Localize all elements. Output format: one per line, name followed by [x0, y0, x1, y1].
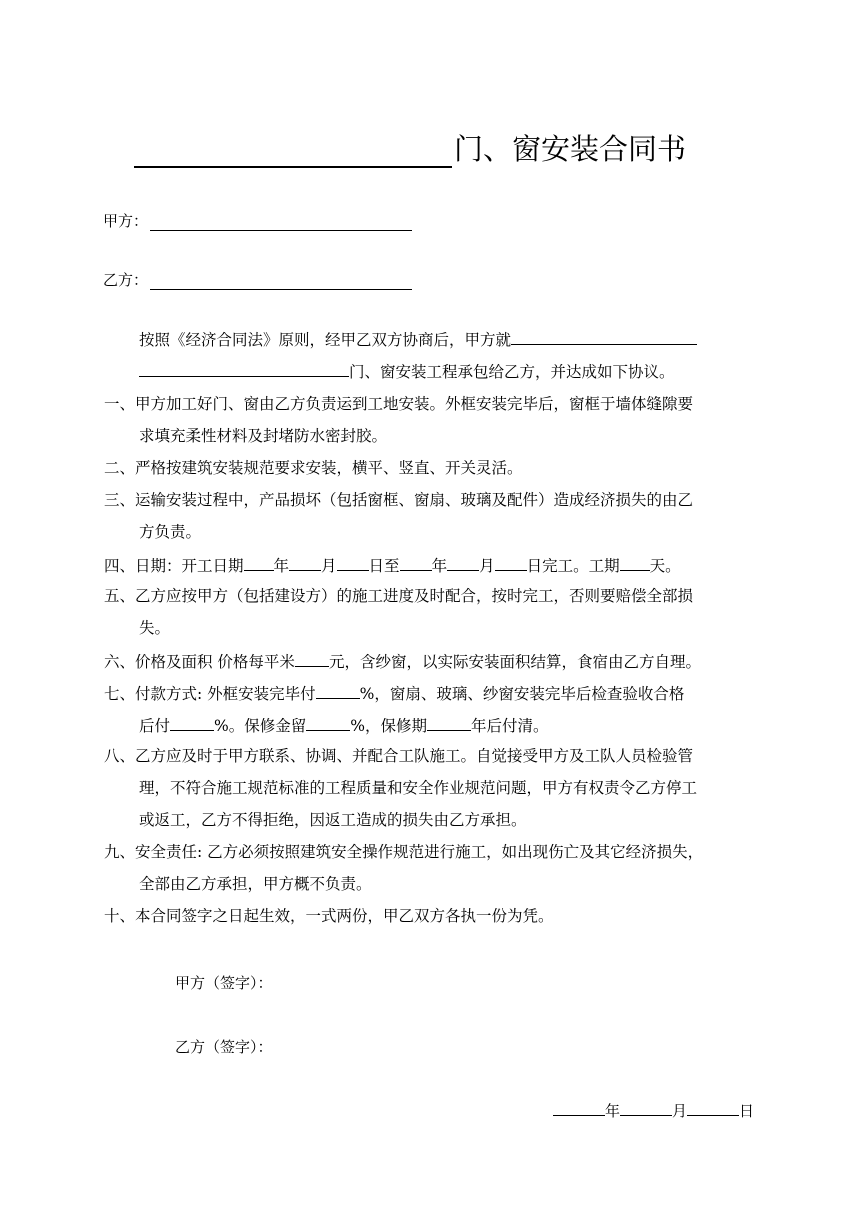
intro-line-1 [139, 327, 697, 351]
clause-7-b-suffix: 年后付清。 [470, 717, 549, 735]
date-year-label: 年 [605, 1102, 621, 1120]
party-b-signature-label: 乙方（签字）： [175, 1038, 273, 1056]
party-b-label: 乙方： [103, 271, 149, 289]
clause-9-line-1: 九、安全责任: 乙方必须按照建筑安全操作规范进行施工，如出现伤亡及其它经济损失， [104, 843, 704, 861]
clause-4-year: 年 [273, 557, 290, 575]
sign-year-blank[interactable] [553, 1098, 605, 1116]
clause-8-line-2: 理，不符合施工规范标准的工程质量和安全作业规范问题，甲方有权责令乙方停工 [139, 779, 698, 797]
clause-3-line-1: 三、运输安装过程中，产品损坏（包括窗框、窗扇、玻璃及配件）造成经济损失的由乙 [104, 491, 694, 509]
clause-5-line-1: 五、乙方应按甲方（包括建设方）的施工进度及时配合，按时完工，否则要赔偿全部损 [104, 587, 694, 605]
first-payment-blank[interactable] [316, 681, 360, 699]
party-a-line [103, 210, 412, 231]
clause-6 [104, 649, 701, 673]
second-payment-blank[interactable] [170, 713, 214, 731]
warranty-period-blank[interactable] [427, 713, 471, 731]
party-a-signature-label: 甲方（签字）： [175, 974, 273, 992]
end-year-blank[interactable] [400, 553, 432, 571]
clause-4-month2: 月 [479, 557, 495, 575]
clause-4-days: 天。 [649, 557, 681, 575]
intro-line-2 [139, 359, 675, 383]
date-month-label: 月 [672, 1102, 688, 1120]
clause-1-line-2: 求填充柔性材料及封堵防水密封胶。 [139, 427, 388, 445]
clause-6-prefix: 六、价格及面积 价格每平米 [104, 653, 295, 671]
clause-10: 十、本合同签字之日起生效，一式两份，甲乙双方各执一份为凭。 [104, 907, 554, 925]
start-year-blank[interactable] [244, 553, 274, 571]
sign-month-blank[interactable] [620, 1098, 672, 1116]
clause-1-line-1: 一、甲方加工好门、窗由乙方负责运到工地安装。外框安装完毕后，窗框于墙体缝隙要 [104, 395, 694, 413]
clause-7-mid: %，窗扇、玻璃、纱窗安装完毕后检查验收合格 [359, 685, 685, 703]
clause-9-line-2: 全部由乙方承担，甲方概不负责。 [139, 875, 372, 893]
clause-7-b-pct: %。保修金留 [214, 717, 307, 735]
signing-date [553, 1098, 754, 1121]
start-month-blank[interactable] [289, 553, 321, 571]
clause-5-line-2: 失。 [139, 619, 171, 637]
clause-7-b-prefix: 后付 [139, 717, 171, 735]
sign-day-blank[interactable] [687, 1098, 739, 1116]
price-blank[interactable] [295, 649, 329, 667]
party-a-label: 甲方： [103, 212, 149, 230]
clause-8-line-1: 八、乙方应及时于甲方联系、协调、并配合工队施工。自觉接受甲方及工队人员检验管 [104, 747, 694, 765]
intro-text-2: 门、窗安装工程承包给乙方，并达成如下协议。 [349, 363, 675, 381]
duration-blank[interactable] [620, 553, 650, 571]
party-a-blank[interactable] [150, 214, 412, 231]
clause-4 [104, 553, 681, 577]
title-text: 门、窗安装合同书 [454, 132, 687, 166]
clause-4-day-to: 日至 [368, 557, 400, 575]
clause-7-line-2 [139, 713, 549, 737]
clause-6-suffix: 元，含纱窗，以实际安装面积结算，食宿由乙方自理。 [328, 653, 701, 671]
clause-7-b-pct2: %，保修期 [350, 717, 427, 735]
party-b-blank[interactable] [150, 273, 412, 290]
clause-4-prefix: 四、日期：开工日期 [104, 557, 244, 575]
clause-4-year2: 年 [431, 557, 448, 575]
clause-3-line-2: 方负责。 [139, 523, 202, 541]
clause-7-line-1 [104, 681, 684, 705]
start-day-blank[interactable] [337, 553, 369, 571]
title-blank[interactable] [134, 132, 452, 168]
intro-text-1: 按照《经济合同法》原则，经甲乙双方协商后，甲方就 [139, 331, 512, 349]
clause-2: 二、严格按建筑安装规范要求安装，横平、竖直、开关灵活。 [104, 459, 523, 477]
clause-8-line-3: 或返工，乙方不得拒绝，因返工造成的损失由乙方承担。 [139, 811, 527, 829]
party-b-line [103, 269, 412, 290]
retention-blank[interactable] [306, 713, 350, 731]
project-blank-1[interactable] [511, 327, 697, 345]
date-day-label: 日 [739, 1102, 755, 1120]
clause-7-prefix: 七、付款方式: 外框安装完毕付 [104, 685, 316, 703]
end-day-blank[interactable] [495, 553, 527, 571]
end-month-blank[interactable] [447, 553, 479, 571]
contract-title [134, 122, 686, 168]
project-blank-2[interactable] [139, 359, 349, 377]
clause-4-finish: 日完工。工期 [526, 557, 620, 575]
clause-4-month: 月 [321, 557, 337, 575]
